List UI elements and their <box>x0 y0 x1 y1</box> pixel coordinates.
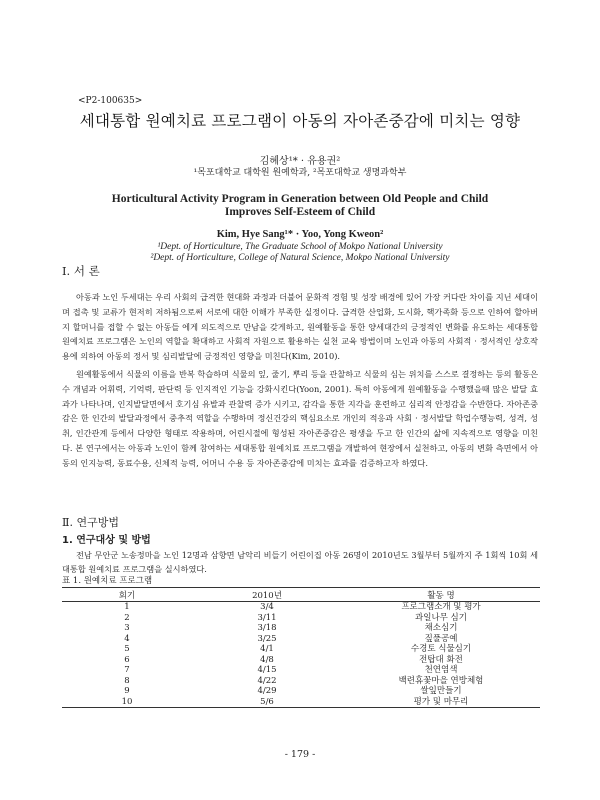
section-heading-methods: Ⅱ. 연구방법 <box>62 516 119 529</box>
cell-session: 9 <box>124 686 130 696</box>
cell-activity: 천연염색 <box>424 665 458 675</box>
cell-date: 4/22 <box>257 675 277 686</box>
cell-date: 3/11 <box>257 612 277 623</box>
cell-date: 3/18 <box>257 623 277 633</box>
cell-session: 4 <box>124 633 130 644</box>
table-header-activity: 활동 명 <box>342 588 540 602</box>
cell-session: 10 <box>62 697 192 708</box>
cell-session: 3 <box>124 623 130 633</box>
program-table <box>62 587 540 708</box>
table-row <box>62 655 540 666</box>
cell-activity: 과일나무 심기 <box>415 612 467 623</box>
cell-session: 2 <box>124 612 130 623</box>
table-row <box>62 676 540 687</box>
cell-date: 4/8 <box>260 654 274 665</box>
cell-session: 8 <box>124 675 130 686</box>
introduction-paragraph-1: 아동과 노인 두세대는 우리 사회의 급격한 현대화 과정과 더불어 문화적 경험 및 성장 배경에 있어 가장 커다란 차이를 지닌 세대이며 접촉 및 교류가 현저히 저하됨으로써 서로에 대한 이해가 부족한 실정이다. 급격한 산업화, 도시화, 핵가족화 등으로 인하여 할아버지 할머니를 접할 수 없는 아동들 에게 의도적으로 만남을 갖게하고, 원예활동을 통한 양세대간의 긍정적인 변화를 유도하는 세대통합 원예치료 프로그램은 노인의 역할을 확대하고 사회적 자원으로 활용하는 실천 교육 방법이며 노인과 아동의 사회적 · 정서적인 상호작용에 의하여 아동의 정서 및 심리발달에 긍정적인 영향을 미친다(Kim, 2010). <box>62 292 538 362</box>
cell-activity: 수경토 식물심기 <box>410 644 472 654</box>
abstract-code: <P2-100635> <box>78 96 143 106</box>
cell-date: 3/4 <box>260 602 274 612</box>
table-row <box>62 613 540 624</box>
cell-session: 5 <box>124 644 130 654</box>
title-english: Horticultural Activity Program in Generation between Old People and Child Improves Self-Esteem of Child <box>111 193 489 218</box>
cell-session: 7 <box>124 665 130 675</box>
table-row <box>62 623 540 634</box>
introduction-body <box>62 290 538 471</box>
page-number: - 179 - <box>284 749 316 760</box>
table-header-row <box>62 588 540 602</box>
cell-activity: 짚풀공예 <box>424 633 458 644</box>
table-row <box>62 697 540 708</box>
cell-date: 4/29 <box>257 686 277 696</box>
affiliation-english-2: ²Dept. of Horticulture, College of Natural Science, Mokpo National University <box>150 253 450 263</box>
affiliation-english-1: ¹Dept. of Horticulture, The Graduate School of Mokpo National University <box>157 242 443 252</box>
cell-activity: 쌀잎만들기 <box>420 686 462 696</box>
table-row <box>62 665 540 676</box>
table-row <box>62 602 540 613</box>
title-korean: 세대통합 원예치료 프로그램이 아동의 자아존중감에 미치는 영향 <box>79 112 521 130</box>
cell-activity: 백련휴꽃마을 연방체험 <box>398 675 484 686</box>
cell-date: 5/6 <box>192 697 342 708</box>
section-heading-introduction: Ⅰ. 서 론 <box>62 264 100 278</box>
cell-date: 4/15 <box>257 665 277 675</box>
cell-activity: 평가 및 마무리 <box>342 697 540 708</box>
cell-activity: 채소심기 <box>424 623 458 633</box>
table-row <box>62 686 540 697</box>
affiliation-english <box>0 242 600 264</box>
introduction-paragraph-2: 원예활동에서 식물의 이름을 반복 학습하며 식물의 잎, 줄기, 뿌리 등을 관찰하고 식물의 심는 위치를 스스로 결정하는 등의 활동은 수 개념과 어휘력, 기억력, 판단력 등 인지적인 기능을 강화시킨다(Yoon, 2001). 특히 아동에게 원예활동을 수행했을때 많은 발달 효과가 나타나며, 인지발달면에서 호기심 유발과 관찰력 증가 시키고, 감각을 통한 지각을 훈련하고 심리적 안정감을 수반한다. 자아존중감은 한 인간의 발달과정에서 중추적 역할을 수행하며 정신건강의 핵심요소로 개인의 적응과 사회 · 정서발달 학업수행능력, 성격, 성취, 인간관계 등에서 다양한 형태로 작용하며, 어린시절에 형성된 자아존중감은 평생을 두고 한 인간의 삶에 지속적으로 영향을 미친다. 본 연구에서는 아동과 노인이 함께 참여하는 세대통합 원예치료 프로그램을 개발하여 현장에서 실천하고, 아동의 변화 측면에서 아동의 인지능력, 동료수용, 신체적 능력, 어머니 수용 등 자아존중감에 미치는 효과를 검증하고자 하였다. <box>62 368 538 468</box>
methods-body <box>62 548 538 576</box>
table-header-session: 회기 <box>62 588 192 602</box>
authors-english: Kim, Hye Sang¹* · Yoo, Yong Kweon² <box>216 229 384 240</box>
table-header-date: 2010년 <box>192 588 342 602</box>
cell-session: 1 <box>124 602 130 612</box>
cell-activity: 프로그램소개 및 평가 <box>401 602 481 612</box>
affiliation-korean: ¹목포대학교 대학원 원예학과, ²목포대학교 생명과학부 <box>193 168 407 178</box>
table-row <box>62 644 540 655</box>
cell-activity: 전탑대 화전 <box>419 654 463 665</box>
authors-korean: 김혜상¹* · 유용권² <box>259 156 341 167</box>
methods-paragraph: 전남 무안군 노송정마을 노인 12명과 삼향면 남악리 비들기 어린이집 아동 26명이 2010년도 3월부터 5월까지 주 1회씩 10회 세대통합 원예치료 프로그램을 실시하였다. <box>62 550 538 574</box>
table-row <box>62 634 540 645</box>
cell-date: 4/1 <box>260 644 274 654</box>
cell-date: 3/25 <box>257 633 277 644</box>
subsection-heading-subjects: 1. 연구대상 및 방법 <box>62 535 151 546</box>
table-caption: 표 1. 원예치료 프로그램 <box>62 576 153 586</box>
cell-session: 6 <box>124 654 130 665</box>
